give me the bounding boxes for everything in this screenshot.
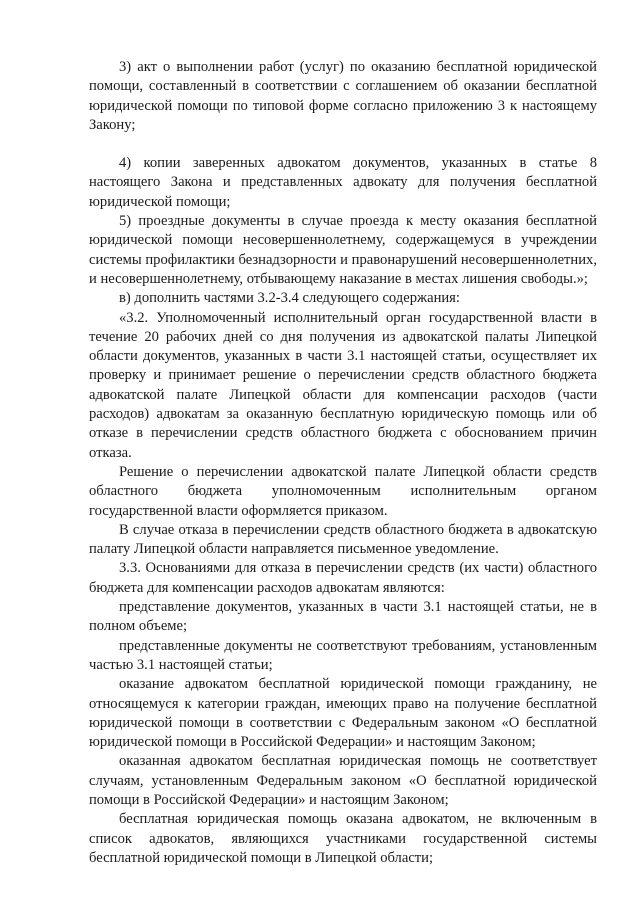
list-item-nonmatching-case: оказанная адвокатом бесплатная юридическая помощь не соответствует случаям, установленным Федеральным законом «О бесплатной юридической помощи в Российской Федерации» и настоящим Законом; [89, 753, 597, 808]
paragraph-travel-docs: 5) проездные документы в случае проезда к месту оказания бесплатной юридической помощи несовершеннолетнему, содержащемуся в учреждении системы профилактики безнадзорности и правонарушений несовершеннолетних, и несовершеннолетнему, отбывающему наказание в местах лишения свободы.»; [89, 213, 597, 287]
document-body [89, 58, 597, 868]
list-item-nonconforming-docs: представленные документы не соответствуют требованиям, установленным частью 3.1 настоящей статьи; [89, 637, 597, 673]
list-item-unlisted-lawyer: бесплатная юридическая помощь оказана адвокатом, не включенным в список адвокатов, являющихся участниками государственной системы бесплатной юридической помощи в Липецкой области; [89, 811, 597, 866]
list-item-incomplete-docs: представление документов, указанных в части 3.1 настоящей статьи, не в полном объеме; [89, 599, 597, 635]
paragraph-copies: 4) копии заверенных адвокатом документов, указанных в статье 8 настоящего Закона и представленных адвокату для получения бесплатной юридической помощи; [89, 155, 597, 210]
paragraph-refusal-notice: В случае отказа в перечислении средств областного бюджета в адвокатскую палату Липецкой области направляется письменное уведомление. [89, 521, 597, 558]
paragraph-3-2: «3.2. Уполномоченный исполнительный орган государственной власти в течение 20 рабочих дней со дня получения из адвокатской палаты Липецкой области документов, указанных в части 3.1 настоящей статьи, осуществляет их проверку и принимает решение о перечислении средств областного бюджета адвокатской палате Липецкой области для компенсации расходов (части расходов) адвокатам за оказанную бесплатную юридическую помощь или об отказе в перечислении средств областного бюджета с обоснованием причин отказа. [89, 309, 597, 461]
list-item-ineligible-citizen: оказание адвокатом бесплатной юридической помощи гражданину, не относящемуся к категории граждан, имеющих право на получение бесплатной юридической помощи в соответствии с Федеральным законом «О бесплатной юридической помощи в Российской Федерации» и настоящим Законом; [89, 676, 597, 751]
paragraph-decision: Решение о перечислении адвокатской палате Липецкой области средств областного бюджета уполномоченным исполнительным органом государственной власти оформляется приказом. [89, 463, 597, 519]
paragraph-3-3: 3.3. Основаниями для отказа в перечислении средств (их части) областного бюджета для компенсации расходов адвокатам являются: [89, 560, 597, 596]
paragraph-act: 3) акт о выполнении работ (услуг) по оказанию бесплатной юридической помощи, составленный в соответствии с соглашением об оказании бесплатной юридической помощи по типовой форме согласно приложению 3 к настоящему Закону; [89, 59, 597, 133]
paragraph-amend-intro: в) дополнить частями 3.2-3.4 следующего содержания: [119, 290, 460, 307]
